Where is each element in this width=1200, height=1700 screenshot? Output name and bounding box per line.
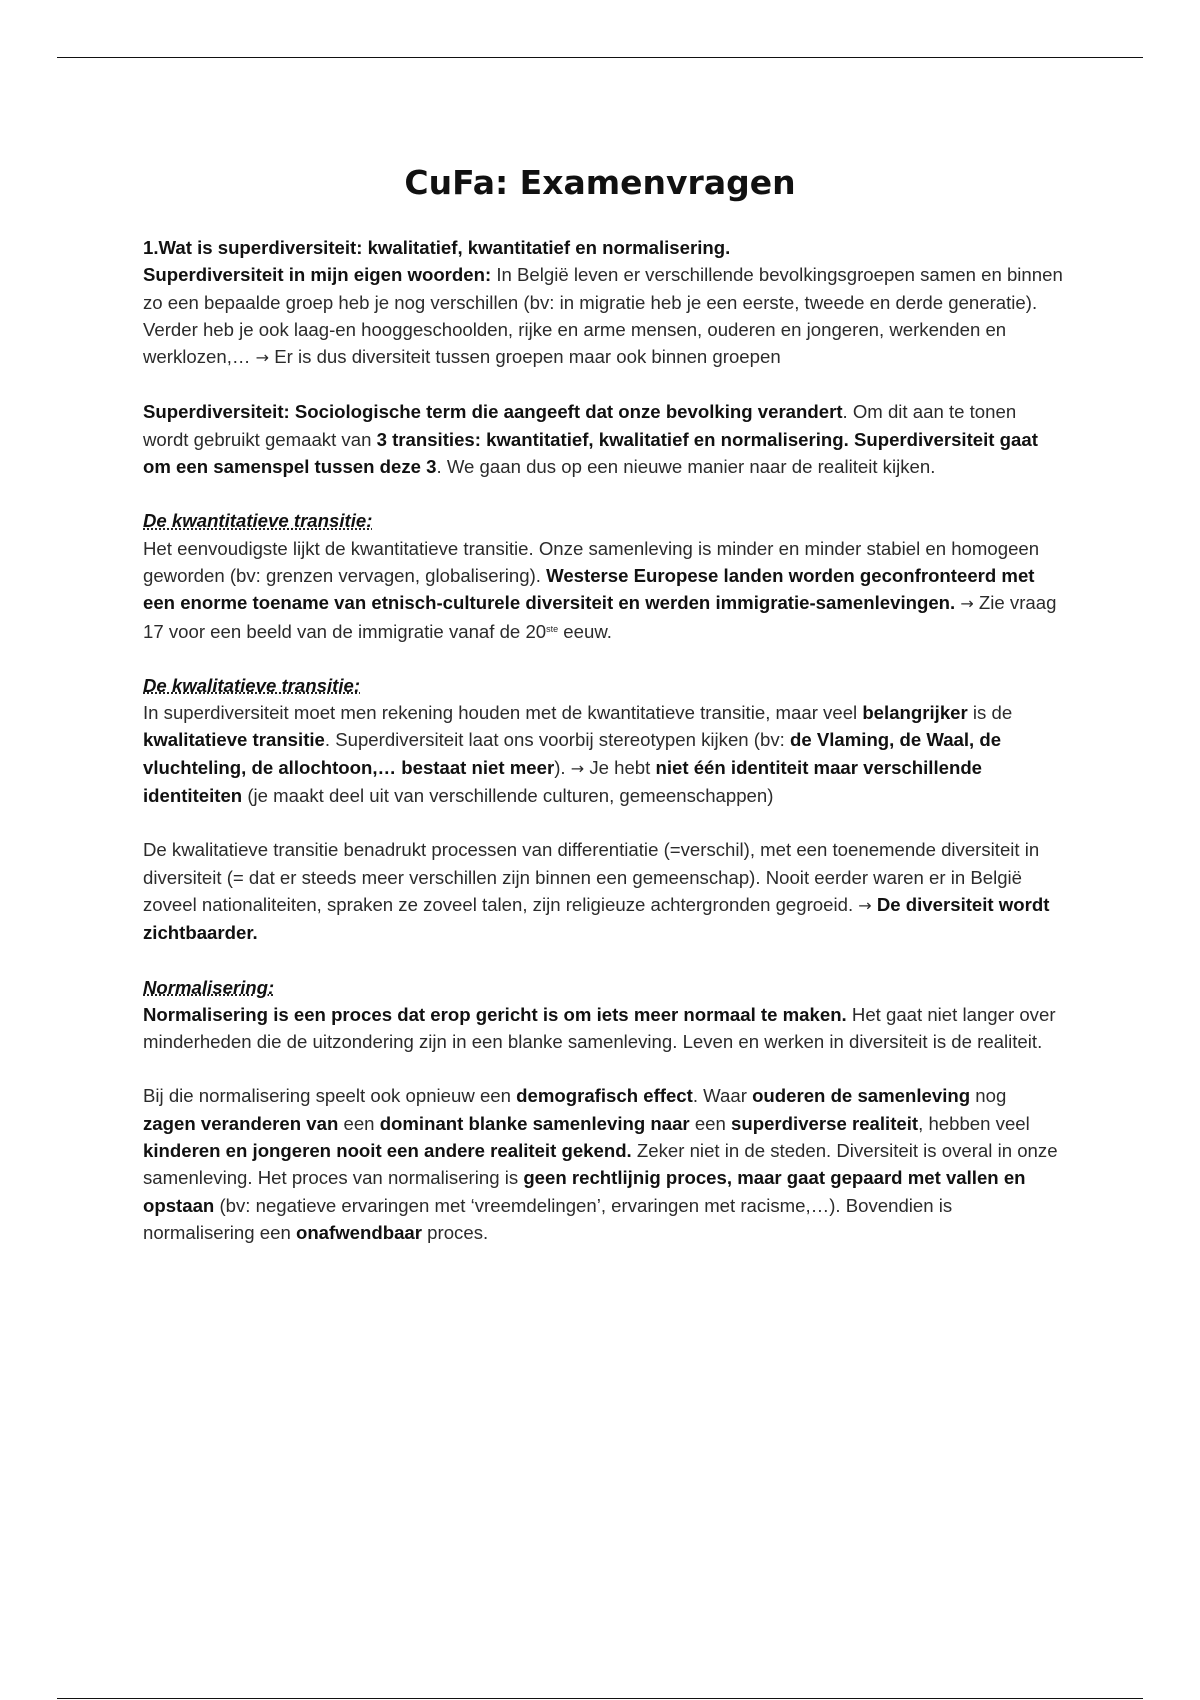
text-run: , hebben veel [918, 1112, 1030, 1134]
qualitative-paragraph-2: De kwalitatieve transitie benadrukt processen van differentiatie (=verschil), met een toenemende diversiteit in diversiteit (= dat er steeds meer verschillen zijn binnen een gemeenschap). Nooit eerder waren er in België zoveel nationaliteiten, spraken ze zoveel talen, zijn religieuze achtergronden gegroeid. → De diversiteit wordt zichtbaarder. [143, 839, 1050, 944]
quantitative-heading: De kwantitatieve transitie: [143, 510, 373, 532]
text-run: nog [970, 1085, 1007, 1107]
definition-paragraph: Superdiversiteit: Sociologische term die aangeeft dat onze bevolking verandert. Om dit aan te tonen wordt gebruikt gemaakt van 3 transities: kwantitatief, kwalitatief en normalisering. Superdiversiteit gaat om een samenspel tussen deze 3. We gaan dus op een nieuwe manier naar de realiteit kijken. [143, 401, 1038, 478]
text-run: geen rechtlijnig proces, maar gaat gepaard met vallen en opstaan [143, 1167, 1026, 1216]
header-rule [57, 57, 1143, 58]
normalisation-paragraph: Normalisering is een proces dat erop gericht is om iets meer normaal te maken. Het gaat niet langer over minderheden die de uitzondering zijn in een blanke samenleving. Leven en werken in diversiteit is de realiteit. [143, 1003, 1056, 1053]
qualitative-heading: De kwalitatieve transitie: [143, 674, 361, 696]
text-run: een [338, 1112, 380, 1134]
arrow-right-icon: → [960, 594, 974, 614]
question-heading: 1.Wat is superdiversiteit: kwalitatief, kwantitatief en normalisering. [143, 237, 731, 258]
normalisation-paragraph-2 [143, 1082, 1063, 1246]
quantitative-paragraph: Het eenvoudigste lijkt de kwantitatieve transitie. Onze samenleving is minder en minder stabiel en homogeen geworden (bv: grenzen vervagen, globalisering). Westerse Europese landen worden geconfronteerd met een enorme toename van etnisch-culturele diversiteit en werden immigratie-samenlevingen. → Zie vraag 17 voor een beeld van de immigratie vanaf de 20ste eeuw. [143, 537, 1057, 642]
text-run: (bv: negatieve ervaringen met ‘vreemdelingen’, ervaringen met racisme,…). Bovendien is normalisering een [143, 1194, 953, 1243]
text-run: proces. [422, 1221, 489, 1243]
text-run: . Waar [692, 1085, 753, 1107]
arrow-right-icon: → [570, 758, 585, 778]
text-run: ouderen de samenleving [752, 1085, 971, 1107]
arrow-right-icon: → [858, 895, 872, 915]
arrow-right-icon: → [255, 348, 270, 368]
footer-rule [57, 1698, 1143, 1699]
text-run: kinderen en jongeren nooit een andere realiteit gekend. [143, 1140, 632, 1162]
normalisation-heading: Normalisering: [143, 976, 275, 998]
text-run: superdiverse realiteit [731, 1112, 919, 1134]
text-run: onafwendbaar [295, 1221, 423, 1243]
document-title: CuFa: Examenvragen [404, 163, 796, 202]
text-run: demografisch effect [516, 1085, 693, 1107]
text-run: zagen veranderen van [143, 1112, 339, 1134]
text-run: een [689, 1112, 732, 1134]
text-run: Bij die normalisering speelt ook opnieuw een [143, 1085, 517, 1107]
text-run: Zeker niet in de steden. Diversiteit is overal in onze samenleving. Het proces van normalisering is [143, 1140, 1058, 1189]
text-run: dominant blanke samenleving naar [379, 1112, 690, 1134]
qualitative-paragraph: In superdiversiteit moet men rekening houden met de kwantitatieve transitie, maar veel belangrijker is de kwalitatieve transitie. Superdiversiteit laat ons voorbij stereotypen kijken (bv: de Vlaming, de Waal, de vluchteling, de allochtoon,… bestaat niet meer). → Je hebt niet één identiteit maar verschillende identiteiten (je maakt deel uit van verschillende culturen, gemeenschappen) [143, 702, 1013, 807]
own-words-paragraph: Superdiversiteit in mijn eigen woorden: In België leven er verschillende bevolkingsgroepen samen en binnen zo een bepaalde groep heb je nog verschillen (bv: in migratie heb je een eerste, tweede en derde generatie). Verder heb je ook laag-en hooggeschoolden, rijke en arme mensen, ouderen en jongeren, werkenden en werklozen,… → Er is dus diversiteit tussen groepen maar ook binnen groepen [143, 264, 1063, 368]
document-body [143, 234, 1063, 1273]
